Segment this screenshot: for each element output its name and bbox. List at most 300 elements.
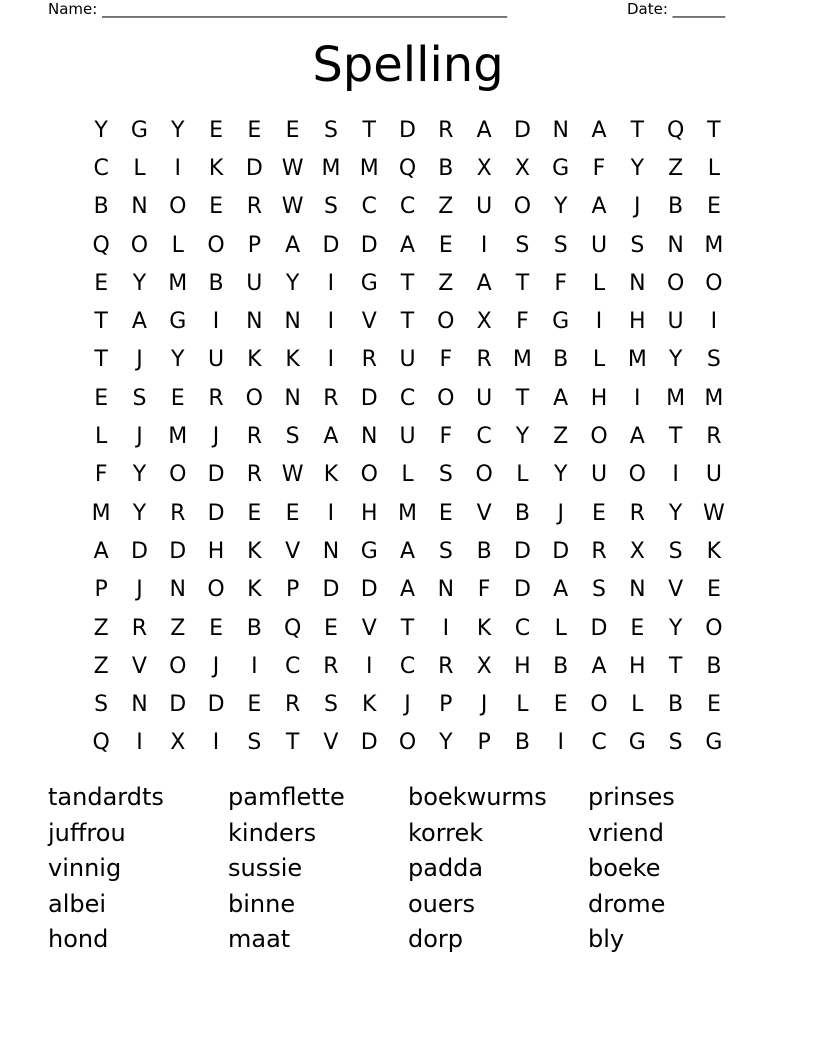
grid-letter: R (170, 500, 186, 526)
grid-letter: I (480, 232, 488, 258)
grid-letter: M (321, 155, 341, 181)
grid-letter: A (323, 424, 339, 450)
word-list-item: boekwurms (408, 783, 547, 811)
grid-letter: A (476, 270, 492, 296)
grid-letter: B (514, 730, 530, 756)
grid-letter: Y (668, 500, 683, 526)
grid-letter: I (251, 653, 258, 679)
grid-letter: N (131, 692, 148, 718)
grid-letter: O (705, 270, 723, 296)
grid-letter: M (666, 385, 686, 411)
grid-letter: E (209, 194, 223, 220)
grid-letter: Y (630, 155, 645, 181)
grid-letter: N (667, 232, 684, 258)
grid-letter: Y (668, 347, 683, 373)
grid-letter: R (706, 424, 722, 450)
grid-letter: Z (438, 270, 454, 296)
grid-letter: S (323, 692, 338, 718)
grid-letter: G (705, 730, 723, 756)
grid-letter: T (707, 117, 721, 143)
grid-letter: D (322, 232, 340, 258)
grid-letter: O (245, 385, 263, 411)
grid-letter: J (557, 500, 564, 526)
grid-letter: T (400, 270, 415, 296)
grid-letter: K (706, 538, 722, 564)
grid-letter: W (281, 462, 304, 488)
grid-letter: A (591, 653, 607, 679)
grid-letter: C (399, 653, 416, 679)
grid-letter: Y (132, 500, 147, 526)
grid-letter: S (438, 538, 453, 564)
grid-letter: O (513, 194, 532, 220)
grid-letter: T (285, 730, 300, 756)
grid-letter: A (285, 232, 301, 258)
grid-letter: D (360, 385, 378, 411)
grid-letter: H (360, 500, 378, 526)
grid-letter: V (285, 538, 301, 564)
grid-letter: S (323, 117, 338, 143)
grid-letter: L (516, 692, 529, 718)
grid-letter: E (247, 500, 262, 526)
grid-letter: V (323, 730, 339, 756)
grid-letter: E (209, 117, 223, 143)
grid-letter: T (515, 385, 530, 411)
grid-letter: E (438, 500, 453, 526)
word-list-item: padda (408, 854, 484, 882)
grid-letter: P (247, 232, 261, 258)
grid-letter: Q (283, 615, 302, 641)
grid-letter: E (285, 500, 300, 526)
grid-letter: M (512, 347, 532, 373)
word-list (48, 780, 768, 958)
grid-letter: F (554, 270, 568, 296)
grid-letter: K (323, 462, 339, 488)
grid-letter: Z (438, 194, 454, 220)
grid-letter: X (629, 538, 645, 564)
grid-letter: R (438, 653, 454, 679)
grid-letter: S (132, 385, 147, 411)
grid-letter: B (208, 270, 224, 296)
grid-letter: D (207, 692, 225, 718)
grid-letter: D (207, 462, 225, 488)
grid-letter: N (322, 538, 340, 564)
grid-letter: D (360, 577, 378, 603)
grid-letter: I (136, 730, 143, 756)
grid-letter: A (131, 309, 147, 335)
grid-letter: Y (515, 424, 530, 450)
grid-letter: S (515, 232, 530, 258)
word-list-item: hond (48, 925, 109, 953)
grid-letter: A (629, 424, 645, 450)
grid-letter: G (552, 155, 570, 181)
grid-letter: J (136, 347, 143, 373)
grid-letter: S (438, 462, 453, 488)
grid-letter: B (476, 538, 492, 564)
grid-letter: O (628, 462, 646, 488)
word-list-item: binne (228, 889, 296, 918)
word-list-item: albei (48, 889, 107, 918)
grid-letter: N (360, 424, 378, 450)
word-list-item: ouers (408, 889, 476, 918)
grid-letter: R (361, 347, 377, 373)
word-list-item: pamflette (228, 783, 345, 811)
grid-letter: N (284, 309, 301, 335)
grid-letter: S (94, 692, 109, 718)
grid-letter: O (207, 232, 225, 258)
header-line (48, 0, 726, 18)
name-field-label: Name: ______________________________________________________ (48, 0, 508, 18)
grid-letter: U (399, 424, 416, 450)
grid-letter: J (404, 692, 411, 718)
grid-letter: P (477, 730, 491, 756)
grid-letter: E (94, 270, 109, 296)
grid-letter: Z (93, 653, 109, 679)
grid-letter: T (630, 117, 645, 143)
grid-letter: L (631, 692, 644, 718)
grid-letter: L (554, 615, 567, 641)
grid-letter: I (327, 500, 335, 526)
grid-letter: X (170, 730, 186, 756)
grid-letter: S (247, 730, 262, 756)
grid-letter: J (634, 194, 641, 220)
grid-letter: X (514, 155, 530, 181)
grid-letter: T (94, 347, 108, 373)
grid-letter: N (284, 385, 301, 411)
grid-letter: S (553, 232, 568, 258)
grid-letter: N (131, 194, 148, 220)
grid-letter: D (207, 500, 225, 526)
grid-letter: I (557, 730, 564, 756)
grid-letter: R (323, 653, 339, 679)
grid-letter: M (168, 424, 188, 450)
grid-letter: I (365, 653, 373, 679)
grid-letter: S (668, 730, 683, 756)
grid-letter: E (247, 692, 262, 718)
grid-letter: D (513, 117, 531, 143)
grid-letter: L (592, 347, 606, 373)
grid-letter: F (439, 424, 453, 450)
grid-letter: I (634, 385, 641, 411)
word-list-item: tandardts (48, 783, 164, 811)
grid-letter: O (169, 462, 187, 488)
grid-letter: Y (132, 270, 147, 296)
grid-letter: E (323, 615, 338, 641)
grid-letter: Z (93, 615, 109, 641)
grid-letter: M (627, 347, 647, 373)
grid-letter: T (668, 653, 683, 679)
grid-letter: X (476, 653, 492, 679)
grid-letter: C (93, 155, 109, 181)
grid-letter: V (131, 653, 147, 679)
grid-letter: J (212, 424, 220, 450)
grid-letter: J (212, 653, 220, 679)
grid-letter: Y (171, 347, 185, 373)
grid-letter: W (281, 155, 304, 181)
grid-letter: H (629, 653, 646, 679)
grid-letter: R (591, 538, 607, 564)
grid-letter: P (439, 692, 453, 718)
grid-letter: E (706, 194, 721, 220)
grid-letter: C (476, 424, 492, 450)
grid-letter: Y (553, 194, 568, 220)
grid-letter: K (247, 577, 262, 603)
grid-letter: C (399, 385, 416, 411)
grid-letter: V (476, 500, 492, 526)
grid-letter: I (672, 462, 679, 488)
grid-letter: R (323, 385, 339, 411)
grid-letter: G (169, 309, 187, 335)
grid-letter: O (437, 309, 455, 335)
grid-letter: O (590, 424, 608, 450)
grid-letter: K (208, 155, 224, 181)
grid-letter: S (285, 424, 300, 450)
grid-letter: L (592, 270, 606, 296)
page-title: Spelling (312, 37, 504, 93)
grid-letter: C (284, 653, 301, 679)
grid-letter: D (513, 577, 531, 603)
grid-letter: B (438, 155, 454, 181)
grid-letter: O (207, 577, 225, 603)
grid-letter: E (247, 117, 262, 143)
grid-letter: T (515, 270, 530, 296)
grid-letter: X (476, 155, 492, 181)
grid-letter: R (284, 692, 301, 718)
grid-letter: F (477, 577, 491, 603)
grid-letter: R (131, 615, 148, 641)
grid-letter: D (169, 692, 187, 718)
grid-letter: Q (92, 730, 110, 756)
grid-letter: U (590, 232, 608, 258)
grid-letter: C (361, 194, 377, 220)
grid-letter: G (360, 270, 378, 296)
grid-letter: S (592, 577, 606, 603)
word-list-item: bly (588, 925, 625, 953)
grid-letter: D (360, 730, 378, 756)
grid-letter: B (553, 347, 569, 373)
grid-letter: Y (668, 615, 683, 641)
grid-letter: U (667, 309, 684, 335)
word-list-item: dorp (408, 925, 464, 953)
grid-letter: O (360, 462, 378, 488)
grid-letter: B (93, 194, 109, 220)
grid-letter: O (666, 270, 685, 296)
grid-letter: T (362, 117, 376, 143)
grid-letter: Q (398, 155, 417, 181)
grid-letter: U (705, 462, 722, 488)
grid-letter: K (285, 347, 300, 373)
grid-letter: G (360, 538, 378, 564)
grid-letter: D (322, 577, 340, 603)
grid-letter: H (629, 309, 646, 335)
grid-letter: B (553, 653, 569, 679)
grid-letter: M (704, 385, 724, 411)
grid-letter: O (705, 615, 723, 641)
grid-letter: Z (668, 155, 684, 181)
grid-letter: O (169, 194, 187, 220)
grid-letter: M (398, 500, 418, 526)
grid-letter: E (592, 500, 606, 526)
grid-letter: G (130, 117, 148, 143)
grid-letter: U (590, 462, 608, 488)
grid-letter: N (437, 577, 455, 603)
grid-letter: E (285, 117, 300, 143)
word-list-item: korrek (408, 818, 484, 847)
grid-letter: I (212, 730, 220, 756)
grid-letter: N (246, 309, 263, 335)
grid-letter: O (398, 730, 417, 756)
grid-letter: O (130, 232, 149, 258)
word-list-item: boeke (588, 854, 661, 882)
grid-letter: R (246, 462, 262, 488)
grid-letter: R (246, 194, 262, 220)
grid-letter: Q (92, 232, 110, 258)
grid-letter: Y (553, 462, 568, 488)
grid-letter: K (247, 347, 262, 373)
grid-letter: H (514, 653, 531, 679)
grid-letter: L (133, 155, 146, 181)
grid-letter: T (400, 615, 415, 641)
word-list-item: juffrou (48, 818, 126, 847)
grid-letter: I (710, 309, 718, 335)
grid-letter: O (475, 462, 493, 488)
grid-letter: C (591, 730, 607, 756)
grid-letter: Q (666, 117, 685, 143)
grid-letter: B (668, 194, 684, 220)
grid-letter: M (91, 500, 111, 526)
grid-letter: A (399, 577, 416, 603)
grid-letter: F (516, 309, 529, 335)
grid-letter: T (400, 309, 415, 335)
grid-letter: B (246, 615, 262, 641)
grid-letter: I (327, 270, 335, 296)
grid-letter: H (590, 385, 608, 411)
grid-letter: U (207, 347, 225, 373)
grid-letter: P (285, 577, 300, 603)
grid-letter: T (94, 309, 108, 335)
grid-letter: F (94, 462, 108, 488)
grid-letter: L (401, 462, 414, 488)
grid-letter: A (399, 232, 416, 258)
grid-letter: E (630, 615, 645, 641)
grid-letter: I (327, 347, 335, 373)
grid-letter: Y (439, 730, 453, 756)
grid-letter: D (513, 538, 531, 564)
grid-letter: S (706, 347, 721, 373)
grid-letter: D (590, 615, 608, 641)
grid-letter: Z (553, 424, 569, 450)
grid-letter: N (629, 270, 646, 296)
grid-letter: N (629, 577, 646, 603)
grid-letter: Y (94, 117, 108, 143)
grid-letter: A (553, 577, 569, 603)
grid-letter: E (438, 232, 453, 258)
grid-letter: R (246, 424, 262, 450)
grid-letter: L (171, 232, 184, 258)
grid-letter: A (591, 117, 607, 143)
grid-letter: S (668, 538, 683, 564)
grid-letter: I (174, 155, 181, 181)
date-field-label: Date: _______ (627, 0, 726, 18)
grid-letter: X (476, 309, 492, 335)
grid-letter: L (707, 155, 721, 181)
grid-letter: W (703, 500, 725, 526)
grid-letter: E (706, 577, 721, 603)
grid-letter: H (207, 538, 225, 564)
grid-letter: F (439, 347, 453, 373)
grid-letter: R (629, 500, 645, 526)
grid-letter: Z (170, 615, 186, 641)
grid-letter: Y (132, 462, 147, 488)
grid-letter: E (209, 615, 223, 641)
grid-letter: U (476, 385, 493, 411)
grid-letter: R (476, 347, 492, 373)
grid-letter: N (169, 577, 186, 603)
grid-letter: E (553, 692, 568, 718)
grid-letter: V (668, 577, 684, 603)
grid-letter: S (630, 232, 645, 258)
grid-letter: J (480, 692, 488, 718)
grid-letter: U (399, 347, 416, 373)
grid-letter: J (136, 424, 143, 450)
letter-grid (82, 111, 733, 762)
grid-letter: A (553, 385, 569, 411)
grid-letter: P (94, 577, 108, 603)
grid-letter: R (438, 117, 454, 143)
grid-letter: E (94, 385, 109, 411)
grid-letter: D (169, 538, 187, 564)
grid-letter: Y (285, 270, 300, 296)
word-list-item: sussie (228, 854, 303, 882)
grid-letter: D (360, 232, 378, 258)
grid-letter: O (169, 653, 187, 679)
grid-letter: B (514, 500, 530, 526)
grid-letter: B (668, 692, 684, 718)
grid-letter: D (245, 155, 263, 181)
grid-letter: M (704, 232, 724, 258)
grid-letter: F (592, 155, 606, 181)
grid-letter: A (591, 194, 607, 220)
grid-letter: D (552, 538, 570, 564)
grid-letter: V (361, 615, 377, 641)
grid-letter: A (476, 117, 492, 143)
grid-letter: R (208, 385, 224, 411)
grid-letter: A (93, 538, 109, 564)
grid-letter: O (590, 692, 608, 718)
grid-letter: U (476, 194, 493, 220)
grid-letter: D (399, 117, 416, 143)
grid-letter: K (362, 692, 377, 718)
grid-letter: K (476, 615, 492, 641)
grid-letter: T (668, 424, 683, 450)
grid-letter: O (437, 385, 455, 411)
grid-letter: C (399, 194, 416, 220)
grid-letter: L (516, 462, 529, 488)
grid-letter: E (706, 692, 721, 718)
grid-letter: M (168, 270, 188, 296)
grid-letter: D (130, 538, 148, 564)
grid-letter: S (323, 194, 338, 220)
grid-letter: B (706, 653, 722, 679)
grid-letter: K (247, 538, 262, 564)
word-list-item: vinnig (48, 854, 122, 882)
grid-letter: C (514, 615, 531, 641)
grid-letter: I (595, 309, 603, 335)
grid-letter: W (281, 194, 304, 220)
grid-letter: G (552, 309, 570, 335)
grid-letter: I (327, 309, 335, 335)
word-list-item: prinses (588, 783, 675, 811)
grid-letter: E (170, 385, 185, 411)
